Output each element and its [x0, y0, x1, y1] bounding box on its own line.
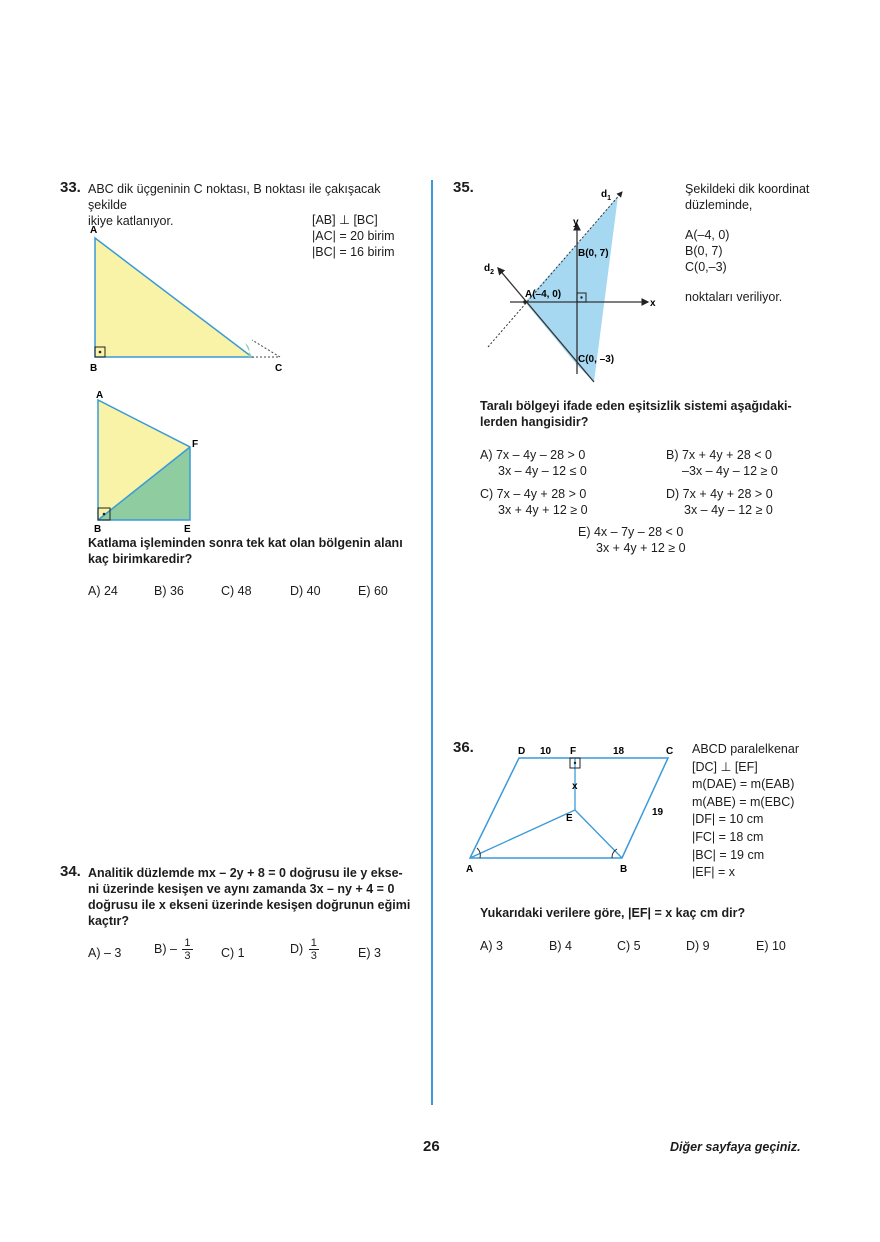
label-19: 19: [652, 807, 664, 818]
angle-a-mark: [477, 848, 480, 858]
label-b1: B: [90, 363, 98, 374]
label-b: B: [620, 864, 628, 875]
label-d: D: [518, 746, 526, 757]
q35-desc-line1: Şekildeki dik koordinat: [685, 182, 810, 196]
label-a: A: [466, 864, 474, 875]
next-page-note: Diğer sayfaya geçiniz.: [670, 1140, 801, 1154]
q33-number: 33.: [60, 179, 81, 196]
q35-figure: [470, 182, 670, 392]
q33-text-line2: ikiye katlanıyor.: [88, 214, 174, 228]
q34-line2: ni üzerinde kesişen ve aynı zamanda 3x – ny + 4 = 0: [88, 882, 395, 896]
q33-given-1: [AB] ⊥ [BC]: [312, 213, 378, 227]
q35-option-a[interactable]: A) 7x – 4y – 28 > 0 3x – 4y – 12 ≤ 0: [480, 448, 587, 478]
q33-option-b[interactable]: B) 36: [154, 584, 184, 598]
q35-description: [685, 181, 809, 305]
q36-option-b[interactable]: B) 4: [549, 939, 572, 953]
triangle-abc: [95, 238, 252, 357]
label-point-b: B(0, 7): [578, 248, 609, 259]
q33-figure-2: [80, 385, 220, 535]
label-d1: $d_1$: [601, 189, 612, 202]
label-f: F: [570, 746, 577, 757]
q35-desc-line3: noktaları veriliyor.: [685, 290, 783, 304]
q35-point-c: C(0,–3): [685, 260, 727, 274]
q36-option-c[interactable]: C) 5: [617, 939, 641, 953]
label-x: x: [650, 298, 656, 309]
q34-text: [88, 865, 418, 929]
q34-option-d[interactable]: D) $\frac{1}{3}$: [290, 937, 317, 962]
q33-question: [88, 535, 403, 567]
q34-line3: doğrusu ile x ekseni üzerinde kesişen doğrunun eğimi: [88, 898, 411, 912]
q35-option-b[interactable]: B) 7x + 4y + 28 < 0 –3x – 4y – 12 ≥ 0: [666, 448, 778, 478]
q36-given-3: m(DAE) = m(EAB): [692, 777, 795, 792]
q36-given-1: ABCD paralelkenar: [692, 742, 799, 756]
q36-option-d[interactable]: D) 9: [686, 939, 710, 953]
q34-option-c[interactable]: C) 1: [221, 946, 245, 960]
q35-point-a: A(–4, 0): [685, 228, 730, 242]
q33-question-line1: Katlama işleminden sonra tek kat olan bölgenin alanı: [88, 536, 403, 550]
q36-given-5: |DF| = 10 cm: [692, 812, 764, 827]
q33-option-d[interactable]: D) 40: [290, 584, 321, 598]
q34-line4: kaçtır?: [88, 914, 129, 928]
q34-option-b[interactable]: B) – $\frac{1}{3}$: [154, 937, 191, 962]
q33-figure-1: [80, 220, 300, 380]
q33-option-a[interactable]: A) 24: [88, 584, 118, 598]
q33-given-2: |AC| = 20 birim: [312, 229, 395, 243]
label-c1: C: [275, 363, 283, 374]
label-18: 18: [613, 746, 625, 757]
q35-question-line2: lerden hangisidir?: [480, 415, 589, 429]
q35-question: [480, 398, 792, 430]
label-e2: E: [184, 524, 191, 535]
q35-point-b: B(0, 7): [685, 244, 723, 258]
label-y: y: [573, 217, 579, 228]
q36-given-8: |EF| = x: [692, 865, 735, 880]
q33-text-line1: ABC dik üçgeninin C noktası, B noktası ile çakışacak şekilde: [88, 182, 381, 212]
parallelogram-abcd: [470, 758, 668, 858]
q36-given-4: m(ABE) = m(EBC): [692, 794, 795, 809]
q33-option-e[interactable]: E) 60: [358, 584, 388, 598]
label-b2: B: [94, 524, 102, 535]
label-a1: A: [90, 225, 98, 236]
fold-dashed: [252, 340, 280, 357]
q35-option-c[interactable]: C) 7x – 4y + 28 > 0 3x + 4y + 12 ≥ 0: [480, 487, 588, 517]
q35-desc-line2: düzleminde,: [685, 198, 753, 212]
q33-given-3: |BC| = 16 birim: [312, 245, 395, 259]
column-divider: [431, 180, 433, 1105]
q36-number: 36.: [453, 739, 474, 756]
q36-given: [692, 741, 799, 882]
q34-option-a[interactable]: A) – 3: [88, 946, 122, 960]
q33-question-line2: kaç birimkaredir?: [88, 552, 193, 566]
q35-question-line1: Taralı bölgeyi ifade eden eşitsizlik sistemi aşağıdaki-: [480, 399, 792, 413]
label-a2: A: [96, 390, 104, 401]
q35-option-d[interactable]: D) 7x + 4y + 28 > 0 3x – 4y – 12 ≥ 0: [666, 487, 773, 517]
q36-option-a[interactable]: A) 3: [480, 939, 503, 953]
q34-option-b-fraction: $\frac{1}{3}$: [184, 937, 191, 962]
q36-option-e[interactable]: E) 10: [756, 939, 786, 953]
q35-number: 35.: [453, 179, 474, 196]
angle-b-mark: [612, 849, 617, 858]
label-x: x: [572, 781, 578, 792]
q33-given: [312, 212, 395, 260]
label-e: E: [566, 813, 573, 824]
q35-option-e[interactable]: E) 4x – 7y – 28 < 0 3x + 4y + 12 ≥ 0: [578, 525, 686, 555]
q34-number: 34.: [60, 863, 81, 880]
q34-option-e[interactable]: E) 3: [358, 946, 381, 960]
q36-figure: [462, 740, 687, 880]
q36-given-2: [DC] ⊥ [EF]: [692, 759, 758, 774]
q36-given-7: |BC| = 19 cm: [692, 847, 765, 862]
q36-given-6: |FC| = 18 cm: [692, 829, 764, 844]
label-point-c: C(0, –3): [578, 354, 615, 365]
q34-line1: Analitik düzlemde mx – 2y + 8 = 0 doğrusu ile y ekse-: [88, 866, 403, 880]
page-number: 26: [423, 1138, 440, 1155]
label-10: 10: [540, 746, 552, 757]
q34-option-d-fraction: $\frac{1}{3}$: [310, 937, 317, 962]
label-c: C: [666, 746, 674, 757]
label-d2: $d_2$: [484, 263, 495, 276]
segment-ae: [470, 810, 575, 858]
q36-question: Yukarıdaki verilere göre, |EF| = x kaç cm dir?: [480, 906, 746, 920]
label-f2: F: [192, 439, 199, 450]
label-point-a: A(–4, 0): [525, 289, 562, 300]
q33-option-c[interactable]: C) 48: [221, 584, 252, 598]
